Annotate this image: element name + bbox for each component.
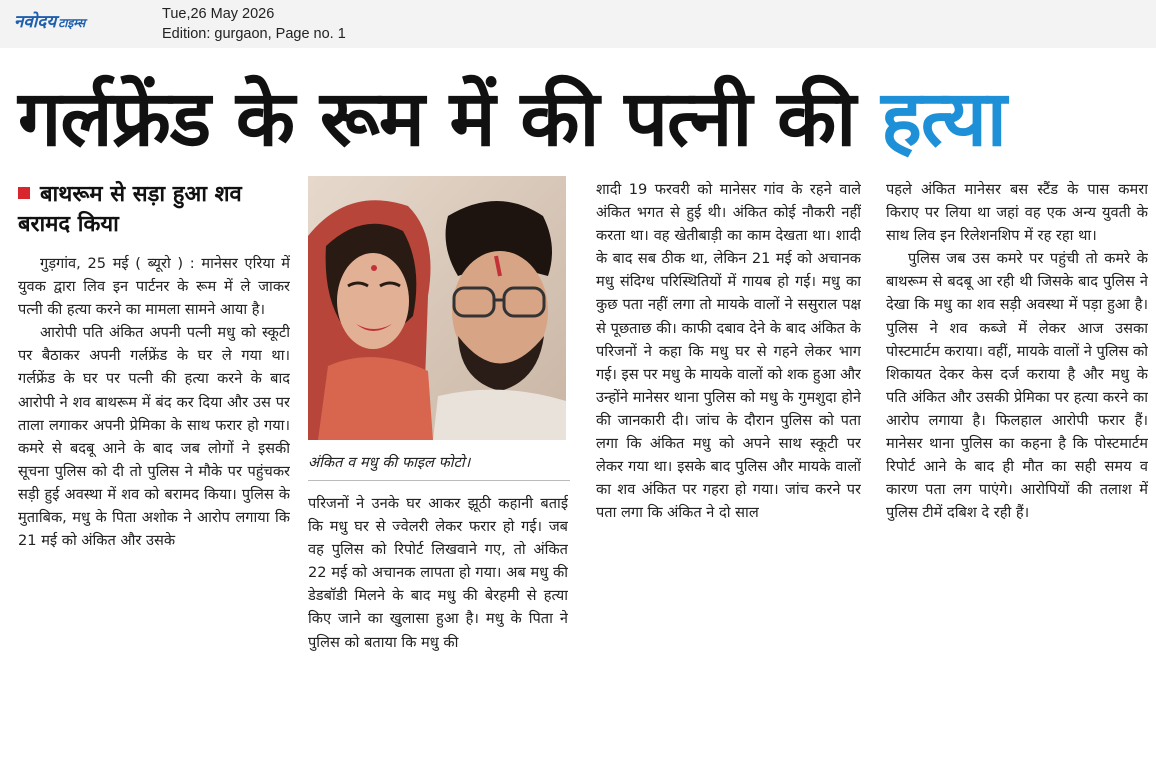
article-paragraph: पुलिस जब उस कमरे पर पहुंची तो कमरे के बाथरूम से बदबू आ रही थी जिसके बाद पुलिस ने देखा कि मधु का शव सड़ी अवस्था में पड़ा हुआ है। पुलिस ने शव कब्जे में लेकर आज उसका पोस्टमार्टम कराया। वहीं, मायके वालों ने पुलिस को शिकायत देकर केस दर्ज कराया है और मधु के पति अंकित और उसकी प्रेमिका पर हत्या करने का आरोप लगाया है। फिलहाल आरोपी फरार हैं। मानेसर थाना पुलिस का कहना है कि पोस्टमार्टम रिपोर्ट आने के बाद ही मौत का सही समय व कारण पता लग पाएंगे। आरोपियों की तलाश में पुलिस टीमें दबिश दे रही हैं।	[886, 250, 1148, 522]
article-paragraph: गुड़गांव, 25 मई ( ब्यूरो ) : मानेसर एरिया में युवक द्वारा लिव इन पार्टनर के रूम में ले जाकर पत्नी की हत्या करने का मामला सामने आया है।	[18, 255, 290, 319]
headline-highlight: हत्या	[881, 75, 1006, 164]
article-paragraph: आरोपी पति अंकित अपनी पत्नी मधु को स्कूटी पर बैठाकर अपनी गर्लफ्रेंड के घर ले गया था। गर्लफ्रेंड के घर पर पत्नी की हत्या करने के बाद आरोपी ने शव बाथरूम में बंद कर दिया और उस पर ताला लगाकर अपनी प्रेमिका के साथ फरार हो गया। कमरे से बदबू आने के बाद जब लोगों ने इसकी सूचना पुलिस को दी तो पुलिस ने मौके पर पहुंचकर सड़ी हुई अवस्था में शव को बरामद किया। पुलिस के मुताबिक, मधु के पिता अशोक ने आरोप लगाया कि 21 मई को अंकित और उसके	[18, 324, 290, 550]
article-column-1	[18, 252, 290, 757]
edition-meta	[162, 4, 346, 44]
logo-sub-text: टाइम्स	[58, 16, 86, 30]
couple-photo[interactable]	[308, 176, 566, 440]
red-square-bullet-icon	[18, 187, 30, 199]
headline-main: गर्लफ्रेंड के रूम में की पत्नी की	[18, 75, 882, 164]
article-paragraph: शादी 19 फरवरी को मानेसर गांव के रहने वाले अंकित भगत से हुई थी। अंकित कोई नौकरी नहीं करता था। वह खेतीबाड़ी का काम देखता था। शादी के बाद सब ठीक था, लेकिन 21 मई को अचानक मधु संदिग्ध परिस्थितियों में गायब हो गई। मधु का कुछ पता नहीं लगा तो मायके वालों ने ससुराल पक्ष से पूछताछ की। काफी दबाव देने के बाद अंकित के परिजनों ने कहा कि मधु घर से गहने लेकर भाग गई। इस पर मधु के मायके वालों को शक हुआ और उन्होंने मानेसर थाना पुलिस को मधु के गुमशुदा होने की जानकारी दी। जांच के दौरान पुलिस को पता लगा कि अंकित मधु को अपने साथ स्कूटी पर लेकर गया था। इसके बाद पुलिस और मायके वालों का शव अंकित पर गहरा हो गया। जांच करने पर पता लगा कि अंकित ने दो साल	[596, 181, 861, 522]
logo-main-text: नवोदय	[14, 12, 57, 32]
issue-date: Tue,26 May 2026	[162, 6, 275, 22]
masthead-bar	[0, 0, 1156, 48]
sub-headline	[18, 180, 293, 240]
article-column-4	[886, 178, 1148, 758]
newspaper-logo[interactable]	[14, 9, 85, 33]
article-paragraph: परिजनों ने उनके घर आकर झूठी कहानी बताई कि मधु घर से ज्वेलरी लेकर फरार हो गई। जब वह पुलिस को रिपोर्ट लिखवाने गए, तो अंकित 22 मई को अचानक लापता हो गया। अब मधु की डेडबॉडी मिलने के बाद मधु की बेरहमी से हत्या किए जाने का खुलासा हुआ है। मधु के पिता ने पुलिस को बताया कि मधु की	[308, 495, 568, 651]
photo-caption: अंकित व मधु की फाइल फोटो।	[308, 454, 471, 471]
sub-headline-text: बाथरूम से सड़ा हुआ शव बरामद किया	[18, 182, 242, 237]
article-column-2	[308, 492, 568, 757]
headline	[18, 70, 1148, 175]
article-column-3	[596, 178, 861, 758]
edition-page: Edition: gurgaon, Page no. 1	[162, 26, 346, 42]
couple-photo-illustration	[308, 176, 566, 440]
caption-divider	[308, 480, 570, 481]
article-paragraph: पहले अंकित मानेसर बस स्टैंड के पास कमरा किराए पर लिया था जहां वह एक अन्य युवती के साथ लिव इन रिलेशनशिप में रह रहा था।	[886, 181, 1148, 245]
